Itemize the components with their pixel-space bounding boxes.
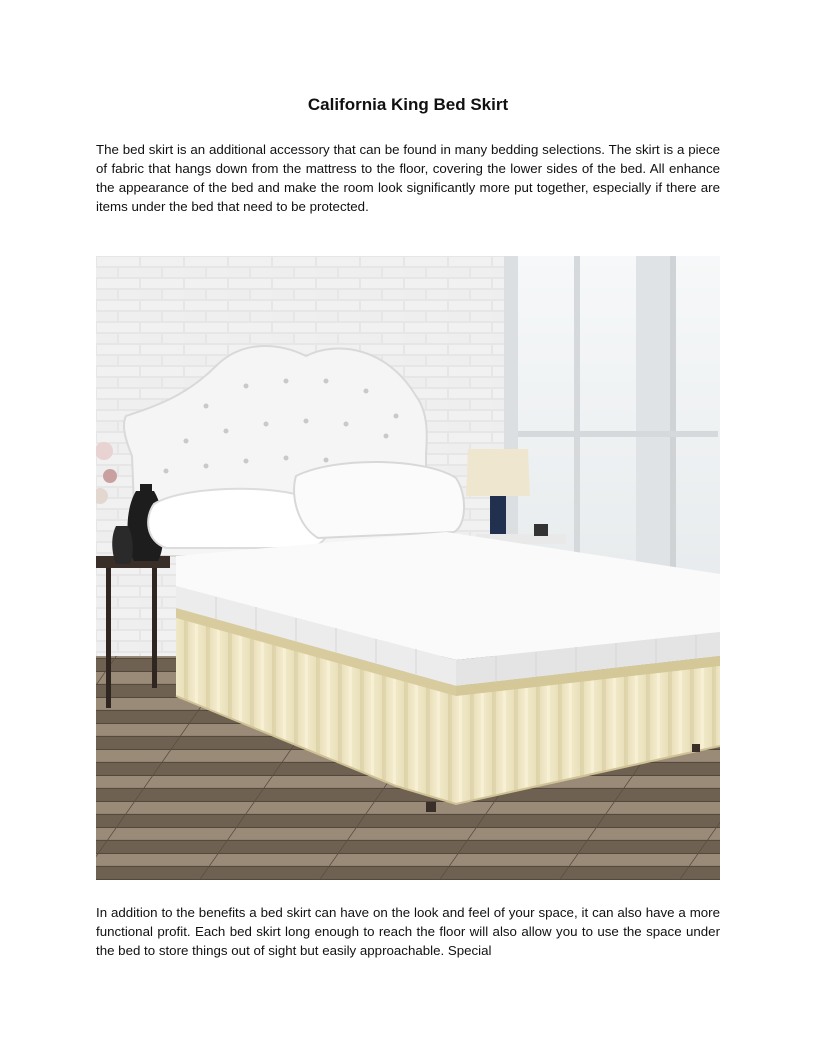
intro-paragraph: The bed skirt is an additional accessory that can be found in many bedding selections. The skirt is a piece of fabric that hangs down from the mattress to the floor, covering the lower sides of the bed. All enhance the appearance of the bed and make the room look significantly more put together, especially if there are items under the bed that need to be protected. — [96, 142, 720, 214]
page-title: California King Bed Skirt — [307, 95, 509, 114]
benefits-paragraph: In addition to the benefits a bed skirt can have on the look and feel of your space, it can also have a more functional profit. Each bed skirt long enough to reach the floor will also allow you to use the space under the bed to store things out of sight but easily approachable. Special — [96, 905, 720, 958]
table-lamp — [466, 449, 530, 496]
bed-skirt-photo — [96, 256, 720, 880]
pillow — [294, 462, 464, 538]
